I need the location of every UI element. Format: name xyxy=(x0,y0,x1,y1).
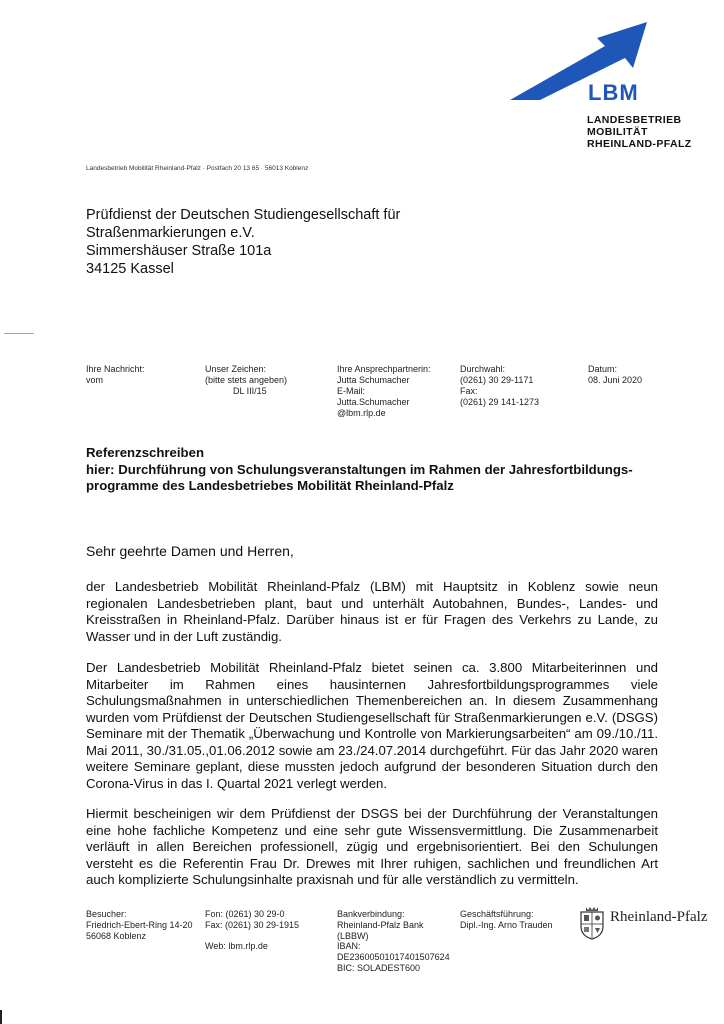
body-paragraph-3: Hiermit bescheinigen wir dem Prüfdienst der DSGS bei der Durchführung der Veranstaltungen eine hohe fachliche Kompetenz und eine sehr gute Wissensvermittlung. Die Zusammenarbeit verläuft in allen Bereichen professionell, zügig und ergebnisorientiert. Bei den Schulungen versteht es die Referentin Frau Dr. Drewes mit Ihrer ruhigen, sachlichen und freundlichen Art auch komplizierte Schulungsinhalte praxisnah und für alle verständlich zu vermitteln. xyxy=(86,806,658,887)
rlp-wordmark: Rheinland-Pfalz xyxy=(610,909,708,925)
ref-unser-zeichen: Unser Zeichen: (bitte stets angeben) DL III/15 xyxy=(205,364,288,396)
salutation: Sehr geehrte Damen und Herren, xyxy=(86,543,294,559)
fold-mark xyxy=(4,333,34,334)
footer-kontakt: Fon: (0261) 30 29-0 Fax: (0261) 30 29-1915 Web: lbm.rlp.de xyxy=(205,909,300,952)
ref-durchwahl: Durchwahl: (0261) 30 29-1171 Fax: (0261) 29 141-1273 xyxy=(460,364,540,407)
body-paragraph-2: Der Landesbetrieb Mobilität Rheinland-Pfalz bietet seinen ca. 3.800 Mitarbeiterinnen und Mitarbeiter im Rahmen eines hausinternen Jahresfortbildungsprogrammes viele Schulungsmaßnahmen in unterschiedlichen Themenbereichen an. In diesem Zusammenhang wurden vom Prüfdienst der Deutschen Studiengesellschaft für Straßenmarkierungen e.V. (DSGS) Seminare mit der Thematik „Überwachung und Kontrolle von Markierungsarbeiten“ am 09./10./11. Mai 2011, 30./31.05.,01.06.2012 sowie am 23./24.07.2014 durchgeführt. Für das Jahr 2020 waren weitere Seminare geplant, diese mussten jedoch aufgrund der besonderen Situation durch den Corona-Virus in das I. Quartal 2021 verlegt werden. xyxy=(86,660,658,791)
sender-address-line: Landesbetrieb Mobilität Rheinland-Pfalz · Postfach 20 13 65 · 56013 Koblenz xyxy=(86,165,309,172)
recipient-address: Prüfdienst der Deutschen Studiengesellschaft für Straßenmarkierungen e.V. Simmershäuser Straße 101a 34125 Kassel xyxy=(86,207,401,277)
footer-bank: Bankverbindung: Rheinland-Pfalz Bank (LBBW) IBAN: DE23600501017401507624 BIC: SOLADEST600 xyxy=(337,909,450,973)
footer-besucher: Besucher: Friedrich-Ebert-Ring 14-20 56068 Koblenz xyxy=(86,909,193,941)
ref-ihre-nachricht: Ihre Nachricht: vom xyxy=(86,364,145,385)
footer-geschaeftsfuehrung: Geschäftsführung: Dipl.-Ing. Arno Trauden xyxy=(460,909,553,930)
organization-name: LANDESBETRIEB MOBILITÄT RHEINLAND-PFALZ xyxy=(587,114,692,150)
body-paragraph-1: der Landesbetrieb Mobilität Rheinland-Pfalz (LBM) mit Hauptsitz in Koblenz sowie neun regionalen Landesbetrieben plant, baut und unterhält Autobahnen, Bundes-, Landes- und Kreisstraßen in Rheinland-Pfalz. Darüber hinaus ist er für Fragen des Verkehrs zu Lande, zu Wasser und in der Luft zuständig. xyxy=(86,579,658,644)
rlp-coat-of-arms-icon xyxy=(578,906,606,940)
ref-ansprechpartnerin: Ihre Ansprechpartnerin: Jutta Schumacher E-Mail: Jutta.Schumacher @lbm.rlp.de xyxy=(337,364,431,418)
ref-datum: Datum: 08. Juni 2020 xyxy=(588,364,643,385)
scan-edge-mark xyxy=(0,1010,2,1024)
lbm-logo-text: LBM xyxy=(588,80,639,105)
subject: Referenzschreiben hier: Durchführung von Schulungsveranstaltungen im Rahmen der Jahresfortbildungs- programme des Landesbetriebes Mobilität Rheinland-Pfalz xyxy=(86,445,633,493)
